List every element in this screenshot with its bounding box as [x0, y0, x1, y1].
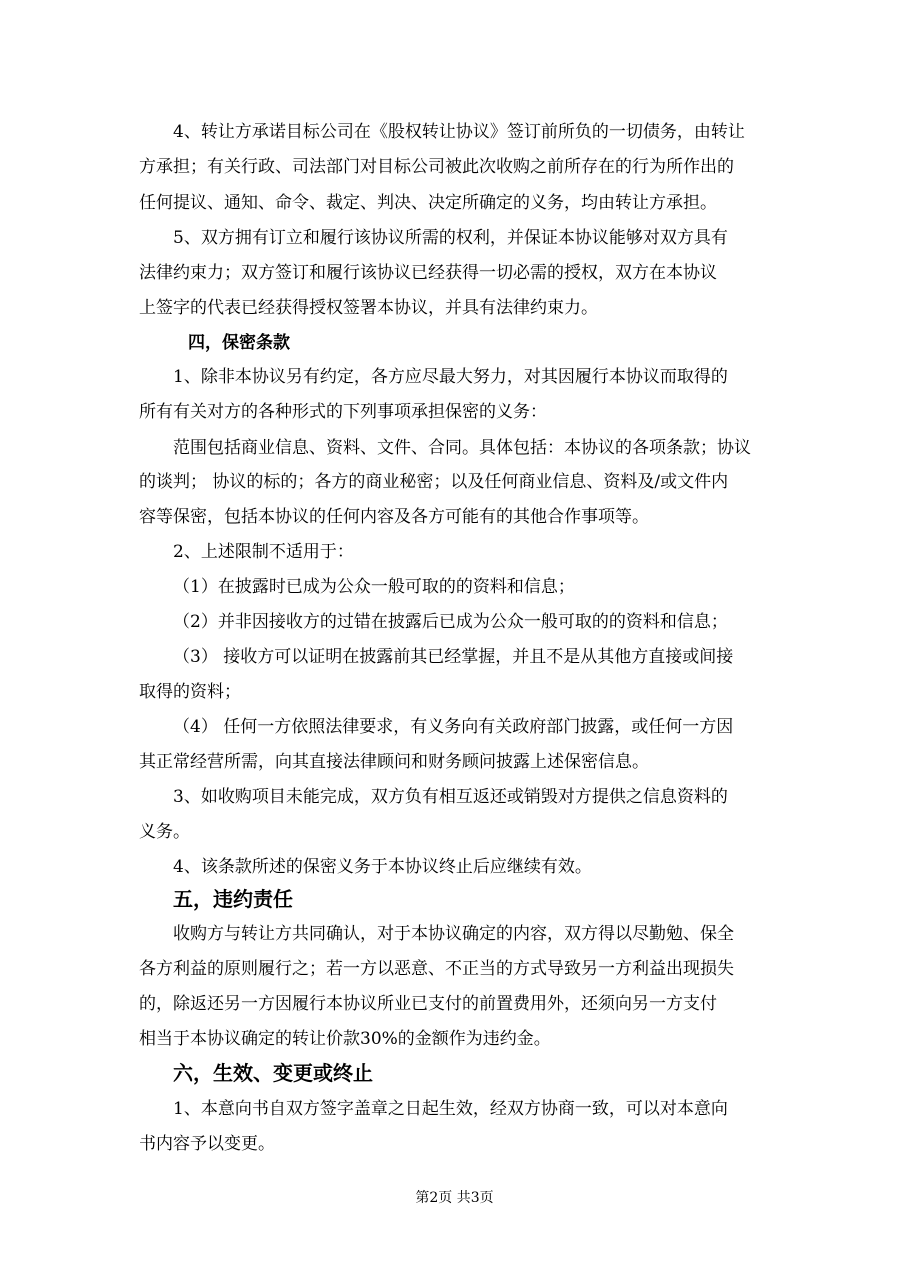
paragraph-line: 4、转让方承诺目标公司在《股权转让协议》签订前所负的一切债务，由转让 — [173, 122, 745, 142]
paragraph-line: 取得的资料； — [139, 682, 241, 702]
paragraph-line: 相当于本协议确定的转让价款30%的金额作为违约金。 — [139, 1029, 551, 1049]
page-number-footer: 第2页 共3页 — [415, 1190, 494, 1206]
paragraph-line: 的谈判； 协议的标的；各方的商业秘密；以及任何商业信息、资料及/或文件内 — [139, 472, 729, 492]
paragraph-line: 义务。 — [139, 822, 190, 842]
paragraph-line: 上签字的代表已经获得授权签署本协议，并具有法律约束力。 — [139, 298, 598, 318]
paragraph-line: （4） 任何一方依照法律要求，有义务向有关政府部门披露，或任何一方因 — [173, 717, 734, 737]
paragraph-line: 1、本意向书自双方签字盖章之日起生效，经双方协商一致，可以对本意向 — [173, 1099, 728, 1119]
paragraph-line: 4、该条款所述的保密义务于本协议终止后应继续有效。 — [173, 857, 592, 877]
paragraph-line: 方承担；有关行政、司法部门对目标公司被此次收购之前所存在的行为所作出的 — [139, 157, 734, 177]
paragraph-line: 范围包括商业信息、资料、文件、合同。具体包括：本协议的各项条款；协议 — [173, 438, 751, 458]
paragraph-line: 所有有关对方的各种形式的下列事项承担保密的义务： — [139, 402, 547, 422]
paragraph-line: 1、除非本协议另有约定，各方应尽最大努力，对其因履行本协议而取得的 — [173, 367, 728, 387]
paragraph-line: 容等保密，包括本协议的任何内容及各方可能有的其他合作事项等。 — [139, 507, 649, 527]
paragraph-line: 各方利益的原则履行之；若一方以恶意、不正当的方式导致另一方利益出现损失 — [139, 959, 734, 979]
paragraph-line: （2）并非因接收方的过错在披露后已成为公众一般可取的的资料和信息； — [173, 612, 728, 632]
paragraph-line: 2、上述限制不适用于： — [173, 542, 354, 562]
paragraph-line: 任何提议、通知、命令、裁定、判决、决定所确定的义务，均由转让方承担。 — [139, 193, 717, 213]
paragraph-line: 其正常经营所需，向其直接法律顾问和财务顾问披露上述保密信息。 — [139, 752, 649, 772]
section-heading: 四，保密条款 — [188, 333, 290, 353]
section-heading: 六，生效、变更或终止 — [173, 1061, 373, 1085]
paragraph-line: 收购方与转让方共同确认，对于本协议确定的内容，双方得以尽勤勉、保全 — [173, 924, 734, 944]
paragraph-line: 3、如收购项目未能完成，双方负有相互返还或销毁对方提供之信息资料的 — [173, 787, 728, 807]
paragraph-line: 书内容予以变更。 — [139, 1134, 275, 1154]
paragraph-line: 的，除返还另一方因履行本协议所业已支付的前置费用外，还须向另一方支付 — [139, 994, 717, 1014]
section-heading: 五，违约责任 — [173, 887, 293, 911]
paragraph-line: （3） 接收方可以证明在披露前其已经掌握，并且不是从其他方直接或间接 — [173, 647, 734, 667]
paragraph-line: 法律约束力；双方签订和履行该协议已经获得一切必需的授权，双方在本协议 — [139, 263, 717, 283]
paragraph-line: 5、双方拥有订立和履行该协议所需的权利，并保证本协议能够对双方具有 — [173, 228, 728, 248]
paragraph-line: （1）在披露时已成为公众一般可取的的资料和信息； — [173, 577, 575, 597]
